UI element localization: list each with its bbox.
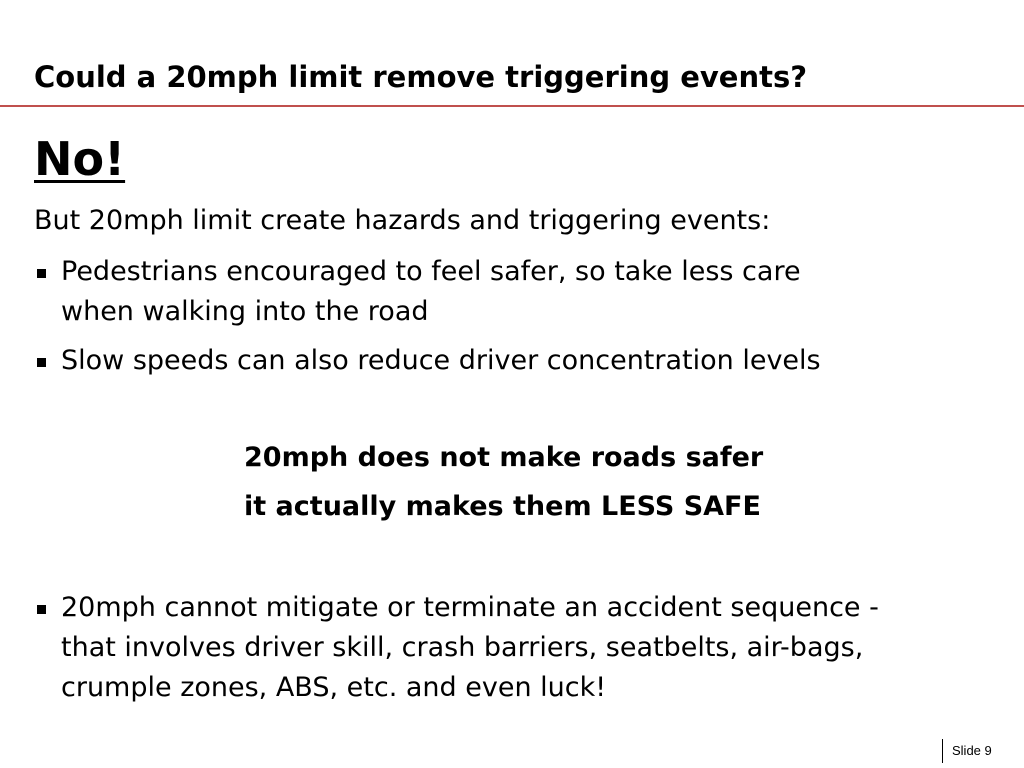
intro-text: But 20mph limit create hazards and triggering events: <box>34 205 771 236</box>
bullet-text-line: that involves driver skill, crash barriers, seatbelts, air-bags, <box>61 632 864 663</box>
square-bullet-icon <box>37 605 46 614</box>
title-divider <box>0 105 1024 107</box>
bullet-text-line: crumple zones, ABS, etc. and even luck! <box>61 672 607 703</box>
bullet-text-line: Slow speeds can also reduce driver concentration levels <box>61 345 821 376</box>
bullet-item-concentration <box>34 341 821 381</box>
slide-number: Slide 9 <box>952 743 992 758</box>
bullet-item-mitigation <box>34 588 879 708</box>
square-bullet-icon <box>37 358 46 367</box>
square-bullet-icon <box>37 269 46 278</box>
conclusion-line-1: 20mph does not make roads safer <box>244 442 764 473</box>
conclusion-line-2: it actually makes them LESS SAFE <box>244 491 761 522</box>
bullet-text-line: when walking into the road <box>61 296 429 327</box>
footer-divider <box>942 739 943 763</box>
bullet-text-line: 20mph cannot mitigate or terminate an accident sequence - <box>61 592 879 623</box>
mitigation-bullet-list <box>34 588 879 717</box>
answer-heading: No! <box>34 132 126 186</box>
bullet-text-line: Pedestrians encouraged to feel safer, so take less care <box>61 256 801 287</box>
slide-title: Could a 20mph limit remove triggering events? <box>34 60 808 94</box>
hazard-bullet-list <box>34 252 821 390</box>
bullet-item-pedestrians <box>34 252 821 332</box>
